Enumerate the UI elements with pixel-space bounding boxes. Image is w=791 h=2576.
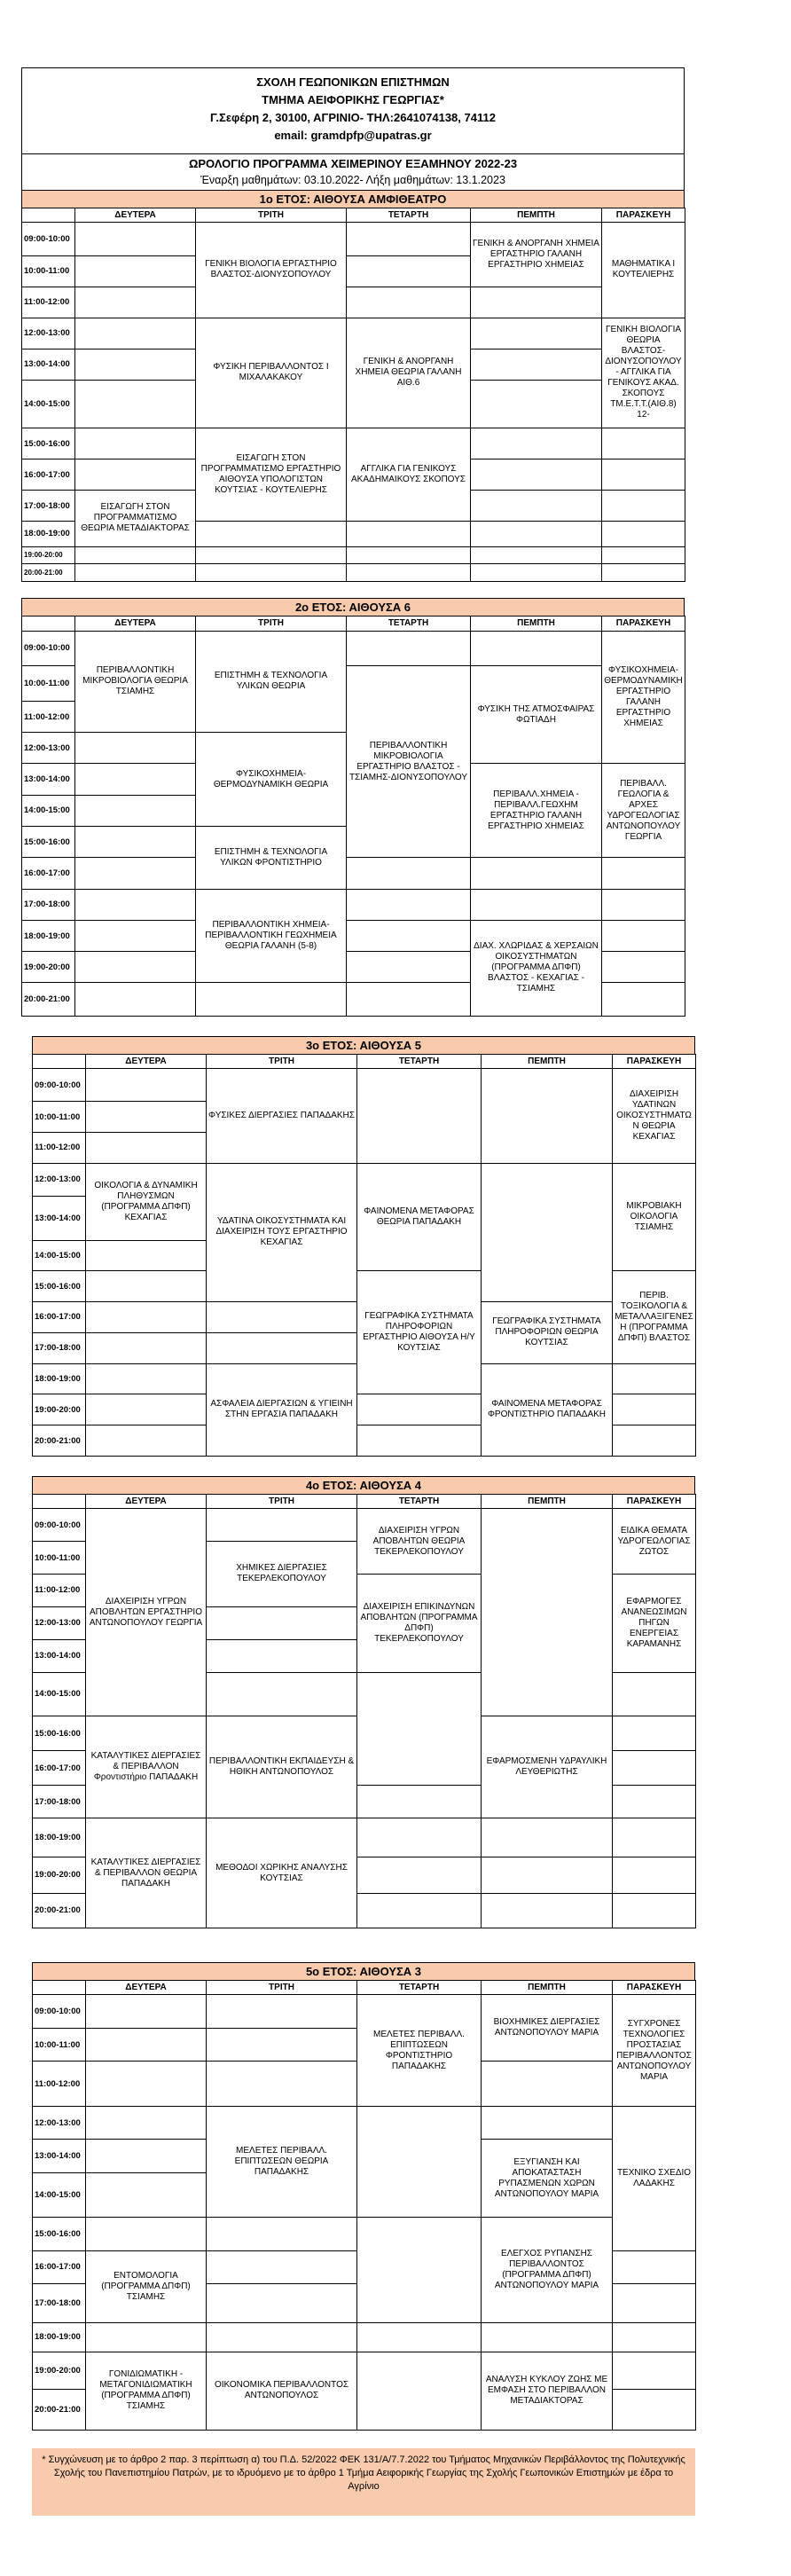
empty-slot <box>196 522 347 546</box>
empty-slot <box>207 2322 357 2352</box>
time-slot: 11:00-12:00 <box>22 701 75 732</box>
course-cell: ΣΥΓΧΡΟΝΕΣ ΤΕΧΝΟΛΟΓΙΕΣ ΠΡΟΣΤΑΣΙΑΣ ΠΕΡΙΒΑΛΛΟΝΤΟΣ ΑΝΤΩΝΟΠΟΥΛΟΥ ΜΑΡΙΑ <box>613 1995 696 2106</box>
time-slot: 18:00-19:00 <box>22 920 75 951</box>
empty-slot <box>207 1332 357 1363</box>
day-header: ΠΕΜΠΤΗ <box>471 617 602 632</box>
empty-slot <box>207 1639 357 1672</box>
empty-slot <box>357 1425 482 1457</box>
time-slot: 11:00-12:00 <box>33 1574 86 1606</box>
course-cell: ΓΕΩΓΡΑΦΙΚΑ ΣΥΣΤΗΜΑΤΑ ΠΛΗΡΟΦΟΡΙΩΝ ΕΡΓΑΣΤΗΡΙΟ ΑΙΘΟΥΣΑ Η/Υ ΚΟΥΤΣΙΑΣ <box>357 1271 482 1394</box>
course-cell: ΜΕΛΕΤΕΣ ΠΕΡΙΒΑΛΛ. ΕΠΙΠΤΩΣΕΩΝ ΘΕΩΡΙΑ ΠΑΠΑΔΑΚΗΣ <box>207 2106 357 2217</box>
empty-slot <box>75 858 196 889</box>
course-cell: ΠΕΡΙΒΑΛΛΟΝΤΙΚΗ ΜΙΚΡΟΒΙΟΛΟΓΙΑ ΕΡΓΑΣΤΗΡΙΟ ΒΛΑΣΤΟΣ - ΤΣΙΑΜΗΣ-ΔΙΟΝΥΣΟΠΟΥΛΟΥ <box>347 666 471 858</box>
time-slot: 20:00-21:00 <box>22 983 75 1017</box>
course-cell: ΜΕΘΟΔΟΙ ΧΩΡΙΚΗΣ ΑΝΑΛΥΣΗΣ ΚΟΥΤΣΙΑΣ <box>207 1818 357 1928</box>
empty-slot <box>86 1240 207 1271</box>
time-slot: 19:00-20:00 <box>33 2352 86 2389</box>
day-header: ΔΕΥΤΕΡΑ <box>75 617 196 632</box>
day-header: ΤΕΤΑΡΤΗ <box>357 1055 482 1069</box>
day-header: ΠΕΜΠΤΗ <box>471 208 602 223</box>
year2-title: 2ο ΕΤΟΣ: ΑΙΘΟΥΣΑ 6 <box>21 598 685 617</box>
course-cell: ΓΕΩΓΡΑΦΙΚΑ ΣΥΣΤΗΜΑΤΑ ΠΛΗΡΟΦΟΡΙΩΝ ΘΕΩΡΙΑ ΚΟΥΤΣΙΑΣ <box>482 1302 613 1364</box>
course-cell: ΕΠΙΣΤΗΜΗ & ΤΕΧΝΟΛΟΓΙΑ ΥΛΙΚΩΝ ΘΕΩΡΙΑ <box>196 631 347 733</box>
time-slot: 10:00-11:00 <box>33 1542 86 1575</box>
empty-slot <box>196 546 347 564</box>
time-slot: 18:00-19:00 <box>33 1818 86 1857</box>
empty-slot <box>207 1995 357 2028</box>
time-slot: 10:00-11:00 <box>22 666 75 702</box>
day-header: ΠΕΜΠΤΗ <box>482 1495 613 1509</box>
empty-slot <box>86 2322 207 2352</box>
time-slot: 20:00-21:00 <box>33 1893 86 1928</box>
day-header: ΤΕΤΑΡΤΗ <box>357 1981 482 1995</box>
time-slot: 13:00-14:00 <box>22 764 75 795</box>
day-header: ΤΡΙΤΗ <box>196 208 347 223</box>
empty-slot <box>75 255 196 287</box>
course-cell: ΠΕΡΙΒ. ΤΟΞΙΚΟΛΟΓΙΑ & ΜΕΤΑΛΛΑΞΙΓΕΝΕΣΗ (ΠΡΟΓΡΑΜΜΑ ΔΠΦΠ) ΒΛΑΣΤΟΣ <box>613 1271 696 1363</box>
course-cell: ΠΕΡΙΒΑΛΛΟΝΤΙΚΗ ΜΙΚΡΟΒΙΟΛΟΓΙΑ ΘΕΩΡΙΑ ΤΣΙΑΜΗΣ <box>75 631 196 733</box>
empty-slot <box>357 1818 482 1857</box>
time-slot: 11:00-12:00 <box>33 1132 86 1163</box>
time-slot: 20:00-21:00 <box>33 1425 86 1457</box>
program-title: ΩΡΟΛΟΓΙΟ ΠΡΟΓΡΑΜΜΑ ΧΕΙΜΕΡΙΝΟΥ ΕΞΑΜΗΝΟΥ 2022-23 <box>188 157 518 170</box>
year5-title: 5ο ΕΤΟΣ: ΑΙΘΟΥΣΑ 3 <box>32 1962 695 1982</box>
course-cell: ΟΙΚΟΝΟΜΙΚΑ ΠΕΡΙΒΑΛΛΟΝΤΟΣ ΑΝΤΩΝΟΠΟΥΛΟΣ <box>207 2352 357 2430</box>
course-cell: ΕΙΣΑΓΩΓΗ ΣΤΟΝ ΠΡΟΓΡΑΜΜΑΤΙΣΜΟ ΕΡΓΑΣΤΗΡΙΟ ΑΙΘΟΥΣΑ ΥΠΟΛΟΓΙΣΤΩΝ ΚΟΥΤΣΙΑΣ - ΚΟΥΤΕΛΙΕΡΗΣ <box>196 428 347 522</box>
course-cell: ΑΝΑΛΥΣΗ ΚΥΚΛΟΥ ΖΩΗΣ ΜΕ ΕΜΦΑΣΗ ΣΤΟ ΠΕΡΙΒΑΛΛΟΝ ΜΕΤΑΔΙΑΚΤΟΡΑΣ <box>482 2352 613 2430</box>
time-slot: 14:00-15:00 <box>22 795 75 826</box>
time-slot: 12:00-13:00 <box>22 733 75 764</box>
time-slot: 16:00-17:00 <box>33 1751 86 1786</box>
time-slot: 10:00-11:00 <box>33 1102 86 1133</box>
empty-slot <box>207 1672 357 1716</box>
empty-slot <box>471 491 602 522</box>
empty-slot <box>602 546 685 564</box>
day-header: ΔΕΥΤΕΡΑ <box>86 1055 207 1069</box>
course-cell: ΑΣΦΑΛΕΙΑ ΔΙΕΡΓΑΣΙΩΝ & ΥΓΙΕΙΝΗ ΣΤΗΝ ΕΡΓΑΣΙΑ ΠΑΠΑΔΑΚΗ <box>207 1363 357 1456</box>
empty-slot <box>75 223 196 255</box>
school-header-box <box>22 68 684 154</box>
time-slot: 17:00-18:00 <box>33 1786 86 1818</box>
time-slot: 09:00-10:00 <box>22 631 75 666</box>
time-slot: 15:00-16:00 <box>22 827 75 858</box>
empty-slot <box>613 1786 696 1818</box>
day-header: ΠΑΡΑΣΚΕΥΗ <box>613 1981 696 1995</box>
empty-slot <box>613 1893 696 1928</box>
time-slot: 09:00-10:00 <box>33 1509 86 1542</box>
empty-slot <box>86 1132 207 1163</box>
time-slot: 13:00-14:00 <box>33 1639 86 1672</box>
empty-slot <box>357 1857 482 1893</box>
footer-note: * Συγχώνευση με το άρθρο 2 παρ. 3 περίπτωση α) του Π.Δ. 52/2022 ΦΕΚ 131/Α/7.7.2022 του Τμήματος Μηχανικών Περιβάλλοντος της Πολυτεχνικής Σχολής του Πανεπιστημίου Πατρών, με το ιδρυόμενο με το άρθρο 1 Τμήμα Αειφορικής Γεωργίας της Σχολής Γεωπονικών Επιστημών με έδρα το Αγρίνιο <box>32 2448 695 2516</box>
empty-slot <box>482 1857 613 1893</box>
day-header: ΠΕΜΠΤΗ <box>482 1055 613 1069</box>
course-cell: ΕΙΣΑΓΩΓΗ ΣΤΟΝ ΠΡΟΓΡΑΜΜΑΤΙΣΜΟ ΘΕΩΡΙΑ ΜΕΤΑΔΙΑΚΤΟΡΑΣ <box>75 491 196 546</box>
course-cell: ΦΥΣΙΚΟΧΗΜΕΙΑ-ΘΕΡΜΟΔΥΝΑΜΙΚΗ ΘΕΩΡΙΑ <box>196 733 347 827</box>
empty-slot <box>602 491 685 522</box>
course-cell: ΦΥΣΙΚΗ ΤΗΣ ΑΤΜΟΣΦΑΙΡΑΣ ΦΩΤΙΑΔΗ <box>471 666 602 764</box>
empty-slot <box>357 2352 482 2430</box>
empty-slot <box>347 631 471 666</box>
empty-slot <box>86 1363 207 1394</box>
empty-slot <box>86 2172 207 2218</box>
empty-slot <box>347 546 471 564</box>
time-slot: 12:00-13:00 <box>33 1606 86 1639</box>
empty-slot <box>471 889 602 920</box>
empty-slot <box>196 564 347 582</box>
time-slot: 12:00-13:00 <box>22 318 75 349</box>
empty-slot <box>347 952 471 983</box>
course-cell: ΜΑΘΗΜΑΤΙΚΑ Ι ΚΟΥΤΕΛΙΕΡΗΣ <box>602 223 685 318</box>
empty-slot <box>613 1857 696 1893</box>
school-email: email: gramdpfp@upatras.gr <box>274 129 432 142</box>
course-cell: ΔΙΑΧΕΙΡΙΣΗ ΥΔΑΤΙΝΩΝ ΟΙΚΟΣΥΣΤΗΜΑΤΩΝ ΘΕΩΡΙΑ ΚΕΧΑΓΙΑΣ <box>613 1069 696 1163</box>
empty-slot <box>75 827 196 858</box>
time-slot: 14:00-15:00 <box>33 1240 86 1271</box>
time-slot: 10:00-11:00 <box>33 2028 86 2061</box>
course-cell: ΟΙΚΟΛΟΓΙΑ & ΔΥΝΑΜΙΚΗ ΠΛΗΘΥΣΜΩΝ (ΠΡΟΓΡΑΜΜΑ ΔΠΦΠ) ΚΕΧΑΓΙΑΣ <box>86 1163 207 1240</box>
empty-slot <box>75 287 196 318</box>
time-slot: 17:00-18:00 <box>33 1332 86 1363</box>
school-address: Γ.Σεφέρη 2, 30100, ΑΓΡΙΝΙΟ- ΤΗΛ:2641074138, 74112 <box>210 111 496 124</box>
empty-slot <box>75 764 196 795</box>
time-slot: 13:00-14:00 <box>33 1196 86 1240</box>
course-cell: ΦΑΙΝΟΜΕΝΑ ΜΕΤΑΦΟΡΑΣ ΘΕΩΡΙΑ ΠΑΠΑΔΑΚΗ <box>357 1163 482 1271</box>
course-cell: ΕΠΙΣΤΗΜΗ & ΤΕΧΝΟΛΟΓΙΑ ΥΛΙΚΩΝ ΦΡΟΝΤΙΣΤΗΡΙΟ <box>196 827 347 890</box>
empty-slot <box>75 564 196 582</box>
time-slot: 15:00-16:00 <box>22 428 75 459</box>
course-cell: ΥΔΑΤΙΝΑ ΟΙΚΟΣΥΣΤΗΜΑΤΑ ΚΑΙ ΔΙΑΧΕΙΡΙΣΗ ΤΟΥΣ ΕΡΓΑΣΤΗΡΙΟ ΚΕΧΑΓΙΑΣ <box>207 1163 357 1301</box>
empty-slot <box>613 1818 696 1857</box>
empty-slot <box>471 522 602 546</box>
empty-slot <box>86 1102 207 1133</box>
time-slot: 15:00-16:00 <box>33 1271 86 1302</box>
course-cell: ΑΓΓΛΙΚΑ ΓΙΑ ΓΕΝΙΚΟΥΣ ΑΚΑΔΗΜΑΙΚΟΥΣ ΣΚΟΠΟΥΣ <box>347 428 471 522</box>
time-slot: 18:00-19:00 <box>33 1363 86 1394</box>
empty-slot <box>347 255 471 287</box>
empty-slot <box>207 2028 357 2061</box>
empty-slot <box>86 1995 207 2028</box>
empty-slot <box>482 1893 613 1928</box>
time-slot: 17:00-18:00 <box>33 2283 86 2322</box>
empty-slot <box>471 349 602 380</box>
course-cell: ΠΕΡΙΒΑΛΛΟΝΤΙΚΗ ΕΚΠΑΙΔΕΥΣΗ & ΗΘΙΚΗ ΑΝΤΩΝΟΠΟΥΛΟΣ <box>207 1716 357 1818</box>
course-cell: ΕΞΥΓΙΑΝΣΗ ΚΑΙ ΑΠΟΚΑΤΑΣΤΑΣΗ ΡΥΠΑΣΜΕΝΩΝ ΧΩΡΩΝ ΑΝΤΩΝΟΠΟΥΛΟΥ ΜΑΡΙΑ <box>482 2140 613 2218</box>
empty-slot <box>482 1818 613 1857</box>
timetable-year2 <box>21 616 685 1017</box>
time-slot: 14:00-15:00 <box>33 2172 86 2218</box>
empty-slot <box>602 564 685 582</box>
empty-slot <box>207 2283 357 2322</box>
empty-slot <box>357 1394 482 1425</box>
empty-slot <box>471 631 602 666</box>
timetable-year3 <box>32 1054 696 1457</box>
empty-slot <box>347 920 471 951</box>
day-header: ΠΕΜΠΤΗ <box>482 1981 613 1995</box>
course-cell: ΓΕΝΙΚΗ ΒΙΟΛΟΓΙΑ ΕΡΓΑΣΤΗΡΙΟ ΒΛΑΣΤΟΣ-ΔΙΟΝΥΣΟΠΟΥΛΟΥ <box>196 223 347 318</box>
empty-slot <box>347 223 471 255</box>
day-header: ΤΕΤΑΡΤΗ <box>347 208 471 223</box>
course-cell: ΧΗΜΙΚΕΣ ΔΙΕΡΓΑΣΙΕΣ ΤΕΚΕΡΛΕΚΟΠΟΥΛΟΥ <box>207 1542 357 1607</box>
empty-slot <box>75 889 196 920</box>
empty-slot <box>75 428 196 459</box>
empty-slot <box>86 2028 207 2061</box>
empty-slot <box>207 1509 357 1542</box>
course-cell: ΒΙΟΧΗΜΙΚΕΣ ΔΙΕΡΓΑΣΙΕΣ ΑΝΤΩΝΟΠΟΥΛΟΥ ΜΑΡΙΑ <box>482 1995 613 2062</box>
day-header: ΤΕΤΑΡΤΗ <box>347 617 471 632</box>
empty-slot <box>75 733 196 764</box>
department-name: ΤΜΗΜΑ ΑΕΙΦΟΡΙΚΗΣ ΓΕΩΡΓΙΑΣ* <box>262 93 444 106</box>
empty-slot <box>482 1509 613 1716</box>
time-slot: 17:00-18:00 <box>22 889 75 920</box>
empty-slot <box>602 889 685 920</box>
course-cell: ΠΕΡΙΒΑΛΛ.ΧΗΜΕΙΑ - ΠΕΡΙΒΑΛΛ.ΓΕΩΧΗΜ ΕΡΓΑΣΤΗΡΙΟ ΓΑΛΑΝΗ ΕΡΓΑΣΤΗΡΙΟ ΧΗΜΕΙΑΣ <box>471 764 602 858</box>
empty-slot <box>613 1394 696 1425</box>
time-slot: 14:00-15:00 <box>33 1672 86 1716</box>
empty-slot <box>75 349 196 380</box>
empty-slot <box>86 2062 207 2107</box>
empty-slot <box>207 2250 357 2283</box>
day-header: ΤΡΙΤΗ <box>196 617 347 632</box>
day-header: ΠΑΡΑΣΚΕΥΗ <box>602 617 685 632</box>
empty-slot <box>357 2218 482 2323</box>
empty-slot <box>357 1786 482 1818</box>
time-slot: 16:00-17:00 <box>33 2250 86 2283</box>
time-slot: 16:00-17:00 <box>33 1302 86 1333</box>
course-cell: ΔΙΑΧ. ΧΛΩΡΙΔΑΣ & ΧΕΡΣΑΙΩΝ ΟΙΚΟΣΥΣΤΗΜΑΤΩΝ (ΠΡΟΓΡΑΜΜΑ ΔΠΦΠ) ΒΛΑΣΤΟΣ - ΚΕΧΑΓΙΑΣ - ΤΣΙΑΜΗΣ <box>471 920 602 1016</box>
time-slot: 20:00-21:00 <box>22 564 75 582</box>
day-header: ΤΡΙΤΗ <box>207 1495 357 1509</box>
time-slot: 15:00-16:00 <box>33 1716 86 1751</box>
empty-slot <box>613 1425 696 1457</box>
empty-slot <box>613 2322 696 2352</box>
empty-slot <box>75 920 196 951</box>
timetable-year4 <box>32 1494 696 1928</box>
course-cell: ΓΕΝΙΚΗ & ΑΝΟΡΓΑΝΗ ΧΗΜΕΙΑ ΕΡΓΑΣΤΗΡΙΟ ΓΑΛΑΝΗ ΕΡΓΑΣΤΗΡΙΟ ΧΗΜΕΙΑΣ <box>471 223 602 287</box>
course-cell: ΓΟΝΙΔΙΩΜΑΤΙΚΗ - ΜΕΤΑΓΟΝΙΔΙΩΜΑΤΙΚΗ (ΠΡΟΓΡΑΜΜΑ ΔΠΦΠ) ΤΣΙΑΜΗΣ <box>86 2352 207 2430</box>
empty-slot <box>86 1069 207 1102</box>
corner-cell <box>22 617 75 632</box>
time-slot: 18:00-19:00 <box>33 2322 86 2352</box>
empty-slot <box>347 564 471 582</box>
empty-slot <box>602 522 685 546</box>
course-cell: ΕΙΔΙΚΑ ΘΕΜΑΤΑ ΥΔΡΟΓΕΩΛΟΓΙΑΣ ΖΩΤΟΣ <box>613 1509 696 1575</box>
day-header: ΤΡΙΤΗ <box>207 1055 357 1069</box>
empty-slot <box>613 1716 696 1751</box>
school-header <box>21 67 685 209</box>
empty-slot <box>75 983 196 1017</box>
empty-slot <box>86 1425 207 1457</box>
empty-slot <box>357 1893 482 1928</box>
time-slot: 11:00-12:00 <box>33 2062 86 2107</box>
empty-slot <box>613 1363 696 1394</box>
school-name: ΣΧΟΛΗ ΓΕΩΠΟΝΙΚΩΝ ΕΠΙΣΤΗΜΩΝ <box>256 75 450 89</box>
empty-slot <box>482 2322 613 2352</box>
time-slot: 09:00-10:00 <box>33 1995 86 2028</box>
course-cell: ΕΛΕΓΧΟΣ ΡΥΠΑΝΣΗΣ ΠΕΡΙΒΑΛΛΟΝΤΟΣ (ΠΡΟΓΡΑΜΜΑ ΔΠΦΠ) ΑΝΤΩΝΟΠΟΥΛΟΥ ΜΑΡΙΑ <box>482 2218 613 2323</box>
course-cell: ΔΙΑΧΕΙΡΙΣΗ ΥΓΡΩΝ ΑΠΟΒΛΗΤΩΝ ΘΕΩΡΙΑ ΤΕΚΕΡΛΕΚΟΠΟΥΛΟΥ <box>357 1509 482 1575</box>
empty-slot <box>613 1751 696 1786</box>
semester-dates: Έναρξη μαθημάτων: 03.10.2022- Λήξη μαθημάτων: 13.1.2023 <box>200 174 505 186</box>
empty-slot <box>613 2389 696 2430</box>
empty-slot <box>357 1069 482 1163</box>
timetable-year1 <box>21 208 685 582</box>
course-cell: ΕΦΑΡΜΟΓΕΣ ΑΝΑΝΕΩΣΙΜΩΝ ΠΗΓΩΝ ΕΝΕΡΓΕΙΑΣ ΚΑΡΑΜΑΝΗΣ <box>613 1574 696 1672</box>
empty-slot <box>86 2140 207 2172</box>
empty-slot <box>347 983 471 1017</box>
time-slot: 20:00-21:00 <box>33 2389 86 2430</box>
empty-slot <box>613 2283 696 2322</box>
empty-slot <box>602 920 685 951</box>
empty-slot <box>482 2062 613 2107</box>
empty-slot <box>207 1302 357 1333</box>
empty-slot <box>471 546 602 564</box>
time-slot: 13:00-14:00 <box>22 349 75 380</box>
empty-slot <box>207 2062 357 2107</box>
time-slot: 12:00-13:00 <box>33 1163 86 1196</box>
course-cell: ΓΕΝΙΚΗ & ΑΝΟΡΓΑΝΗ ΧΗΜΕΙΑ ΘΕΩΡΙΑ ΓΑΛΑΝΗ ΑΙΘ.6 <box>347 318 471 428</box>
empty-slot <box>471 459 602 491</box>
day-header: ΤΡΙΤΗ <box>207 1981 357 1995</box>
time-slot: 18:00-19:00 <box>22 522 75 546</box>
day-header: ΠΑΡΑΣΚΕΥΗ <box>613 1055 696 1069</box>
time-slot: 12:00-13:00 <box>33 2106 86 2139</box>
course-cell: ΔΙΑΧΕΙΡΙΣΗ ΥΓΡΩΝ ΑΠΟΒΛΗΤΩΝ ΕΡΓΑΣΤΗΡΙΟ ΑΝΤΩΝΟΠΟΥΛΟΥ ΓΕΩΡΓΙΑ <box>86 1509 207 1716</box>
day-header: ΔΕΥΤΕΡΑ <box>75 208 196 223</box>
empty-slot <box>613 2250 696 2283</box>
empty-slot <box>357 2322 482 2352</box>
course-cell: ΠΕΡΙΒΑΛΛΟΝΤΙΚΗ ΧΗΜΕΙΑ-ΠΕΡΙΒΑΛΛΟΝΤΙΚΗ ΓΕΩΧΗΜΕΙΑ ΘΕΩΡΙΑ ΓΑΛΑΝΗ (5-8) <box>196 889 347 983</box>
time-slot: 13:00-14:00 <box>33 2140 86 2172</box>
empty-slot <box>75 546 196 564</box>
empty-slot <box>86 1332 207 1363</box>
empty-slot <box>207 2218 357 2250</box>
empty-slot <box>482 2106 613 2139</box>
empty-slot <box>471 428 602 459</box>
day-header: ΠΑΡΑΣΚΕΥΗ <box>602 208 685 223</box>
empty-slot <box>75 380 196 428</box>
empty-slot <box>471 564 602 582</box>
course-cell: ΚΑΤΑΛΥΤΙΚΕΣ ΔΙΕΡΓΑΣΙΕΣ & ΠΕΡΙΒΑΛΛΟΝ ΘΕΩΡΙΑ ΠΑΠΑΔΑΚΗ <box>86 1818 207 1928</box>
empty-slot <box>602 459 685 491</box>
empty-slot <box>196 983 347 1017</box>
empty-slot <box>75 795 196 826</box>
empty-slot <box>207 1606 357 1639</box>
course-cell: ΔΙΑΧΕΙΡΙΣΗ ΕΠΙΚΙΝΔΥΝΩΝ ΑΠΟΒΛΗΤΩΝ (ΠΡΟΓΡΑΜΜΑ ΔΠΦΠ) ΤΕΚΕΡΛΕΚΟΠΟΥΛΟΥ <box>357 1574 482 1672</box>
empty-slot <box>86 2106 207 2139</box>
time-slot: 16:00-17:00 <box>22 858 75 889</box>
empty-slot <box>482 1163 613 1301</box>
time-slot: 10:00-11:00 <box>22 255 75 287</box>
empty-slot <box>75 459 196 491</box>
empty-slot <box>86 1271 207 1302</box>
empty-slot <box>482 1069 613 1163</box>
year3-title: 3ο ΕΤΟΣ: ΑΙΘΟΥΣΑ 5 <box>32 1036 695 1056</box>
day-header: ΤΕΤΑΡΤΗ <box>357 1495 482 1509</box>
time-slot: 16:00-17:00 <box>22 459 75 491</box>
empty-slot <box>602 428 685 459</box>
empty-slot <box>86 1302 207 1333</box>
corner-cell <box>33 1495 86 1509</box>
empty-slot <box>347 287 471 318</box>
time-slot: 19:00-20:00 <box>33 1857 86 1893</box>
course-cell: ΜΕΛΕΤΕΣ ΠΕΡΙΒΑΛΛ. ΕΠΙΠΤΩΣΕΩΝ ΦΡΟΝΤΙΣΤΗΡΙΟ ΠΑΠΑΔΑΚΗΣ <box>357 1995 482 2106</box>
course-cell: ΓΕΝΙΚΗ ΒΙΟΛΟΓΙΑ ΘΕΩΡΙΑ ΒΛΑΣΤΟΣ-ΔΙΟΝΥΣΟΠΟΥΛΟΥ - ΑΓΓΛΙΚΑ ΓΙΑ ΓΕΝΙΚΟΥΣ ΑΚΑΔ. ΣΚΟΠΟΥΣ ΤΜ.Ε.Τ.Τ.(ΑΙΘ.8) 12- <box>602 318 685 428</box>
empty-slot <box>347 858 471 889</box>
course-cell: ΦΥΣΙΚΗ ΠΕΡΙΒΑΛΛΟΝΤΟΣ Ι ΜΙΧΑΛΑΚΑΚΟΥ <box>196 318 347 428</box>
empty-slot <box>347 522 471 546</box>
empty-slot <box>602 858 685 889</box>
time-slot: 17:00-18:00 <box>22 491 75 522</box>
empty-slot <box>357 1672 482 1786</box>
empty-slot <box>471 318 602 349</box>
empty-slot <box>86 1394 207 1425</box>
time-slot: 19:00-20:00 <box>22 546 75 564</box>
empty-slot <box>613 2352 696 2389</box>
course-cell: ΜΙΚΡΟΒΙΑΚΗ ΟΙΚΟΛΟΓΙΑ ΤΣΙΑΜΗΣ <box>613 1163 696 1271</box>
corner-cell <box>22 208 75 223</box>
course-cell: ΦΑΙΝΟΜΕΝΑ ΜΕΤΑΦΟΡΑΣ ΦΡΟΝΤΙΣΤΗΡΙΟ ΠΑΠΑΔΑΚΗ <box>482 1363 613 1456</box>
time-slot: 14:00-15:00 <box>22 380 75 428</box>
corner-cell <box>33 1055 86 1069</box>
day-header: ΠΑΡΑΣΚΕΥΗ <box>613 1495 696 1509</box>
empty-slot <box>75 952 196 983</box>
timetable-year5 <box>32 1980 696 2431</box>
day-header: ΔΕΥΤΕΡΑ <box>86 1495 207 1509</box>
course-cell: ΤΕΧΝΙΚΟ ΣΧΕΔΙΟ ΛΑΔΑΚΗΣ <box>613 2106 696 2250</box>
course-cell: ΕΝΤΟΜΟΛΟΓΙΑ (ΠΡΟΓΡΑΜΜΑ ΔΠΦΠ) ΤΣΙΑΜΗΣ <box>86 2250 207 2322</box>
time-slot: 11:00-12:00 <box>22 287 75 318</box>
day-header: ΔΕΥΤΕΡΑ <box>86 1981 207 1995</box>
empty-slot <box>613 1672 696 1716</box>
course-cell: ΠΕΡΙΒΑΛΛ. ΓΕΩΛΟΓΙΑ & ΑΡΧΕΣ ΥΔΡΟΓΕΩΛΟΓΙΑΣ ΑΝΤΩΝΟΠΟΥΛΟΥ ΓΕΩΡΓΙΑ <box>602 764 685 858</box>
time-slot: 09:00-10:00 <box>22 223 75 255</box>
empty-slot <box>357 2106 482 2217</box>
corner-cell <box>33 1981 86 1995</box>
empty-slot <box>86 2218 207 2250</box>
empty-slot <box>471 858 602 889</box>
course-cell: ΚΑΤΑΛΥΤΙΚΕΣ ΔΙΕΡΓΑΣΙΕΣ & ΠΕΡΙΒΑΛΛΟΝ Φροντιστήριο ΠΑΠΑΔΑΚΗ <box>86 1716 207 1818</box>
empty-slot <box>75 318 196 349</box>
year4-title: 4ο ΕΤΟΣ: ΑΙΘΟΥΣΑ 4 <box>32 1476 695 1496</box>
empty-slot <box>471 287 602 318</box>
empty-slot <box>602 983 685 1017</box>
empty-slot <box>602 952 685 983</box>
course-cell: ΦΥΣΙΚΕΣ ΔΙΕΡΓΑΣΙΕΣ ΠΑΠΑΔΑΚΗΣ <box>207 1069 357 1163</box>
year1-title: 1ο ΕΤΟΣ: ΑΙΘΟΥΣΑ ΑΜΦΙΘΕΑΤΡΟ <box>21 190 685 209</box>
empty-slot <box>471 380 602 428</box>
course-cell: ΕΦΑΡΜΟΣΜΕΝΗ ΥΔΡΑΥΛΙΚΗ ΛΕΥΘΕΡΙΩΤΗΣ <box>482 1716 613 1818</box>
time-slot: 19:00-20:00 <box>33 1394 86 1425</box>
time-slot: 09:00-10:00 <box>33 1069 86 1102</box>
time-slot: 15:00-16:00 <box>33 2218 86 2250</box>
empty-slot <box>347 889 471 920</box>
course-cell: ΦΥΣΙΚΟΧΗΜΕΙΑ-ΘΕΡΜΟΔΥΝΑΜΙΚΗ ΕΡΓΑΣΤΗΡΙΟ ΓΑΛΑΝΗ ΕΡΓΑΣΤΗΡΙΟ ΧΗΜΕΙΑΣ <box>602 631 685 764</box>
time-slot: 19:00-20:00 <box>22 952 75 983</box>
